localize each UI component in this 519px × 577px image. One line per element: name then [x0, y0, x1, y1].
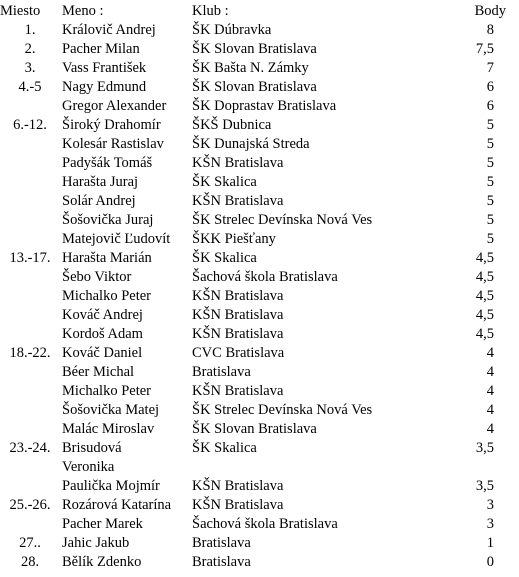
cell-body: 7,5 [475, 41, 494, 57]
cell-meno: Šošovička Matej [62, 402, 160, 418]
cell-meno: Rozárová Katarína [62, 497, 172, 513]
cell-klub: ŠK Strelec Devínska Nová Ves [192, 402, 373, 418]
table-row [0, 306, 519, 325]
cell-miesto [0, 477, 60, 496]
cell-miesto [0, 382, 60, 401]
cell-klub: ŠK Strelec Devínska Nová Ves [192, 212, 373, 228]
table-row [0, 439, 519, 458]
cell-meno: Malác Miroslav [62, 421, 155, 437]
cell-meno: Kováč Andrej [62, 307, 143, 323]
table-row [0, 458, 519, 477]
cell-klub: ŠK Skalica [192, 250, 257, 266]
cell-meno: Pacher Marek [62, 516, 143, 532]
cell-miesto: 1. [24, 22, 36, 38]
cell-body: 4 [486, 345, 494, 361]
table-row [0, 401, 519, 420]
table-row [0, 40, 519, 59]
table-row [0, 59, 519, 78]
cell-meno: Harašta Juraj [62, 174, 139, 190]
cell-meno: Solár Andrej [62, 193, 136, 209]
cell-body: 6 [486, 79, 494, 95]
cell-miesto [0, 287, 60, 306]
cell-meno: Kordoš Adam [62, 326, 143, 342]
cell-body [459, 458, 519, 477]
cell-body: 5 [486, 212, 494, 228]
cell-klub: Bratislava [192, 554, 251, 570]
cell-klub: ŠK Doprastav Bratislava [192, 98, 337, 114]
cell-klub: ŠK Slovan Bratislava [192, 79, 317, 95]
header-miesto: Miesto [0, 3, 41, 19]
cell-meno: Kolesár Rastislav [62, 136, 164, 152]
cell-klub [191, 458, 459, 477]
cell-body: 1 [486, 535, 494, 551]
table-row [0, 515, 519, 534]
cell-miesto: 28. [20, 554, 40, 570]
cell-miesto: 13.-17. [9, 250, 51, 266]
cell-body: 4 [486, 402, 494, 418]
cell-miesto: 27.. [19, 535, 41, 551]
cell-klub: CVC Bratislava [192, 345, 285, 361]
cell-body: 4,5 [475, 288, 494, 304]
cell-meno: Michalko Peter [62, 383, 151, 399]
cell-klub: ŠKK Piešťany [192, 231, 276, 247]
table-row [0, 420, 519, 439]
cell-miesto [0, 135, 60, 154]
table-row [0, 344, 519, 363]
cell-klub: ŠK Skalica [192, 440, 257, 456]
header-meno: Meno : [62, 3, 104, 19]
cell-klub: Šachová škola Bratislava [192, 516, 338, 532]
cell-klub: KŠN Bratislava [192, 193, 284, 209]
cell-klub: ŠK Dúbravka [192, 22, 272, 38]
cell-klub: ŠK Skalica [192, 174, 257, 190]
cell-klub: Bratislava [192, 364, 251, 380]
table-row [0, 249, 519, 268]
cell-meno: Brisudová [62, 440, 122, 456]
cell-meno: Bělík Zdenko [62, 554, 142, 570]
cell-miesto [0, 154, 60, 173]
cell-klub: ŠK Bašta N. Zámky [192, 60, 309, 76]
table-row [0, 287, 519, 306]
cell-meno: Královič Andrej [62, 22, 156, 38]
cell-body: 5 [486, 231, 494, 247]
cell-miesto: 4.-5 [18, 79, 42, 95]
table-row [0, 116, 519, 135]
cell-miesto [0, 230, 60, 249]
cell-miesto [0, 268, 60, 287]
cell-klub: KŠN Bratislava [192, 155, 284, 171]
cell-body: 5 [486, 136, 494, 152]
table-row [0, 268, 519, 287]
cell-meno: Veronika [62, 459, 115, 475]
cell-miesto [0, 458, 60, 477]
cell-meno: Pacher Milan [62, 41, 140, 57]
cell-miesto [0, 401, 60, 420]
cell-meno: Harašta Marián [62, 250, 152, 266]
table-row [0, 477, 519, 496]
cell-body: 4,5 [475, 250, 494, 266]
cell-body: 4 [486, 421, 494, 437]
table-row [0, 382, 519, 401]
header-body: Body [474, 3, 506, 19]
cell-miesto [0, 306, 60, 325]
cell-body: 3 [486, 497, 494, 513]
cell-klub: ŠK Slovan Bratislava [192, 421, 317, 437]
table-row [0, 363, 519, 382]
table-row [0, 97, 519, 116]
cell-meno: Matejovič Ľudovít [62, 231, 171, 247]
cell-klub: KŠN Bratislava [192, 288, 284, 304]
table-row [0, 78, 519, 97]
cell-miesto: 18.-22. [9, 345, 51, 361]
cell-body: 4,5 [475, 326, 494, 342]
cell-klub: Bratislava [192, 535, 251, 551]
cell-miesto [0, 173, 60, 192]
header-klub: Klub : [192, 3, 229, 19]
cell-miesto: 23.-24. [9, 440, 51, 456]
cell-klub: ŠK Dunajská Streda [192, 136, 310, 152]
cell-klub: KŠN Bratislava [192, 307, 284, 323]
cell-klub: KŠN Bratislava [192, 326, 284, 342]
results-rows [0, 21, 519, 572]
cell-body: 5 [486, 117, 494, 133]
cell-body: 3 [486, 516, 494, 532]
cell-meno: Široký Drahomír [62, 117, 161, 133]
table-row [0, 154, 519, 173]
table-row [0, 325, 519, 344]
table-row [0, 230, 519, 249]
cell-klub: ŠKŠ Dubnica [192, 117, 272, 133]
cell-miesto: 2. [24, 41, 36, 57]
cell-body: 5 [486, 193, 494, 209]
cell-body: 8 [486, 22, 494, 38]
cell-klub: KŠN Bratislava [192, 478, 284, 494]
table-row [0, 211, 519, 230]
cell-body: 3,5 [475, 478, 494, 494]
cell-body: 6 [486, 98, 494, 114]
cell-miesto [0, 420, 60, 439]
table-row [0, 534, 519, 553]
cell-body: 4 [486, 383, 494, 399]
cell-miesto: 3. [24, 60, 36, 76]
cell-miesto [0, 325, 60, 344]
table-row [0, 173, 519, 192]
cell-meno: Jahic Jakub [62, 535, 130, 551]
table-row [0, 553, 519, 572]
cell-body: 0 [486, 554, 494, 570]
cell-miesto [0, 363, 60, 382]
table-row [0, 192, 519, 211]
cell-miesto [0, 192, 60, 211]
cell-miesto: 6.-12. [13, 117, 47, 133]
cell-meno: Michalko Peter [62, 288, 151, 304]
cell-klub: KŠN Bratislava [192, 497, 284, 513]
cell-miesto: 25.-26. [9, 497, 51, 513]
cell-meno: Gregor Alexander [62, 98, 167, 114]
table-row [0, 135, 519, 154]
cell-meno: Šošovička Juraj [62, 212, 154, 228]
cell-body: 5 [486, 155, 494, 171]
results-table [0, 2, 519, 572]
cell-klub: ŠK Slovan Bratislava [192, 41, 317, 57]
cell-meno: Vass František [62, 60, 147, 76]
table-row [0, 21, 519, 40]
cell-body: 5 [486, 174, 494, 190]
cell-body: 4,5 [475, 307, 494, 323]
cell-miesto [0, 97, 60, 116]
cell-body: 7 [486, 60, 494, 76]
cell-meno: Nagy Edmund [62, 79, 147, 95]
cell-miesto [0, 515, 60, 534]
cell-miesto [0, 211, 60, 230]
cell-klub: Šachová škola Bratislava [192, 269, 338, 285]
header-row [0, 2, 519, 21]
cell-body: 4,5 [475, 269, 494, 285]
cell-body: 4 [486, 364, 494, 380]
cell-klub: KŠN Bratislava [192, 383, 284, 399]
cell-body: 3,5 [475, 440, 494, 456]
cell-meno: Béer Michal [62, 364, 135, 380]
cell-meno: Paulička Mojmír [62, 478, 160, 494]
cell-meno: Kováč Daniel [62, 345, 143, 361]
cell-meno: Šebo Viktor [62, 269, 132, 285]
table-row [0, 496, 519, 515]
cell-meno: Padyšák Tomáš [62, 155, 153, 171]
